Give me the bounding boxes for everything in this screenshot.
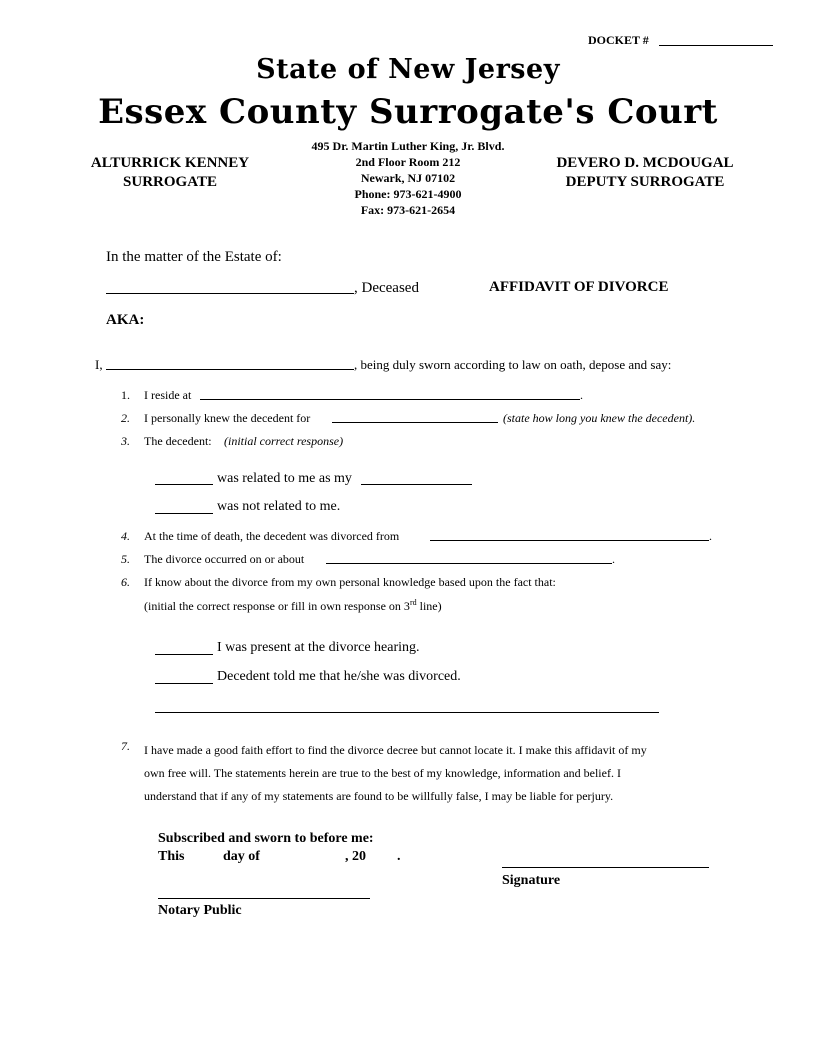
affidavit-title: AFFIDAVIT OF DIVORCE — [489, 279, 669, 295]
item-5-period: . — [612, 552, 615, 566]
initial-not-related-field[interactable] — [155, 513, 213, 514]
surrogate-name: ALTURRICK KENNEY — [90, 155, 250, 171]
item-4-text: At the time of death, the decedent was divorced from — [144, 529, 400, 543]
item-7-line-1: I have made a good faith effort to find the divorce decree but cannot locate it. I make this affidavit of my — [144, 743, 647, 757]
deputy-surrogate-name: DEVERO D. MCDOUGAL — [556, 155, 734, 171]
item-3-text: The decedent: — [144, 434, 212, 448]
sworn-label: Subscribed and sworn to before me: — [158, 831, 374, 846]
residence-field[interactable] — [200, 399, 580, 400]
surrogate-block — [80, 154, 260, 192]
item-3-number: 3. — [121, 434, 130, 448]
state-title: State of New Jersey — [256, 54, 560, 85]
initial-told-field[interactable] — [155, 683, 213, 684]
court-title: Essex County Surrogate's Court — [98, 92, 718, 132]
initial-related-field[interactable] — [155, 484, 213, 485]
address-line-1: 495 Dr. Martin Luther King, Jr. Blvd. — [311, 139, 505, 153]
item-4-number: 4. — [121, 529, 130, 543]
other-response-field[interactable] — [155, 712, 659, 713]
item-5-text: The divorce occurred on or about — [144, 552, 305, 566]
docket-field[interactable] — [659, 45, 773, 46]
item-5-number: 5. — [121, 552, 130, 566]
divorce-date-field[interactable] — [326, 563, 612, 564]
oath-i: I, — [95, 357, 103, 372]
estate-intro: In the matter of the Estate of: — [106, 249, 282, 265]
initial-present-field[interactable] — [155, 654, 213, 655]
item-1-number: 1. — [121, 388, 130, 402]
signature-label: Signature — [502, 873, 561, 888]
item-4-period: . — [709, 529, 712, 543]
item-7-number: 7. — [121, 739, 130, 753]
date-period: . — [397, 849, 401, 864]
duration-known-field[interactable] — [332, 422, 498, 423]
surrogate-title: SURROGATE — [123, 174, 217, 190]
oath-text: , being duly sworn according to law on oath, depose and say: — [354, 357, 672, 372]
item-6-text: If know about the divorce from my own personal knowledge based upon the fact that: — [144, 575, 556, 589]
address-line-2: 2nd Floor Room 212 — [355, 155, 461, 169]
deputy-surrogate-block — [540, 154, 750, 192]
item-2-hint: (state how long you knew the decedent). — [503, 411, 696, 425]
item-6-instruction-b: line) — [416, 599, 442, 613]
deputy-surrogate-title: DEPUTY SURROGATE — [565, 174, 725, 190]
item-2-number: 2. — [121, 411, 130, 425]
signature-field[interactable] — [502, 867, 709, 868]
item-7-line-3: understand that if any of my statements are found to be willfully false, I may be liable for perjury. — [144, 789, 614, 803]
deceased-label: , Deceased — [354, 280, 419, 296]
item-7-line-2: own free will. The statements herein are true to the best of my knowledge, information and belief. I — [144, 766, 621, 780]
related-text: was related to me as my — [217, 471, 352, 486]
item-2-text: I personally knew the decedent for — [144, 411, 311, 425]
address-fax: Fax: 973-621-2654 — [360, 203, 456, 217]
not-related-text: was not related to me. — [217, 499, 341, 514]
affiant-name-field[interactable] — [106, 369, 354, 370]
item-7-text — [144, 739, 647, 808]
estate-name-field[interactable] — [106, 293, 354, 294]
item-1-text: I reside at — [144, 388, 192, 402]
item-3-hint: (initial correct response) — [224, 434, 344, 448]
item-6-number: 6. — [121, 575, 130, 589]
docket-label: DOCKET # — [588, 33, 649, 47]
notary-signature-field[interactable] — [158, 898, 370, 899]
present-text: I was present at the divorce hearing. — [217, 640, 420, 655]
item-6-instruction-a: (initial the correct response or fill in own response on 3 — [144, 599, 410, 613]
told-text: Decedent told me that he/she was divorced. — [217, 669, 461, 684]
address-phone: Phone: 973-621-4900 — [354, 187, 462, 201]
address-line-3: Newark, NJ 07102 — [360, 171, 456, 185]
divorced-from-field[interactable] — [430, 540, 709, 541]
item-6-instruction — [144, 598, 442, 614]
this-label: This — [158, 849, 185, 864]
aka-label: AKA: — [106, 312, 145, 328]
item-1-period: . — [580, 388, 583, 402]
court-address — [258, 138, 558, 218]
year-label: , 20 — [345, 849, 366, 864]
notary-label: Notary Public — [158, 903, 242, 918]
item-6-instruction-sup: rd — [409, 598, 417, 607]
relationship-field[interactable] — [361, 484, 472, 485]
day-of-label: day of — [223, 849, 260, 864]
